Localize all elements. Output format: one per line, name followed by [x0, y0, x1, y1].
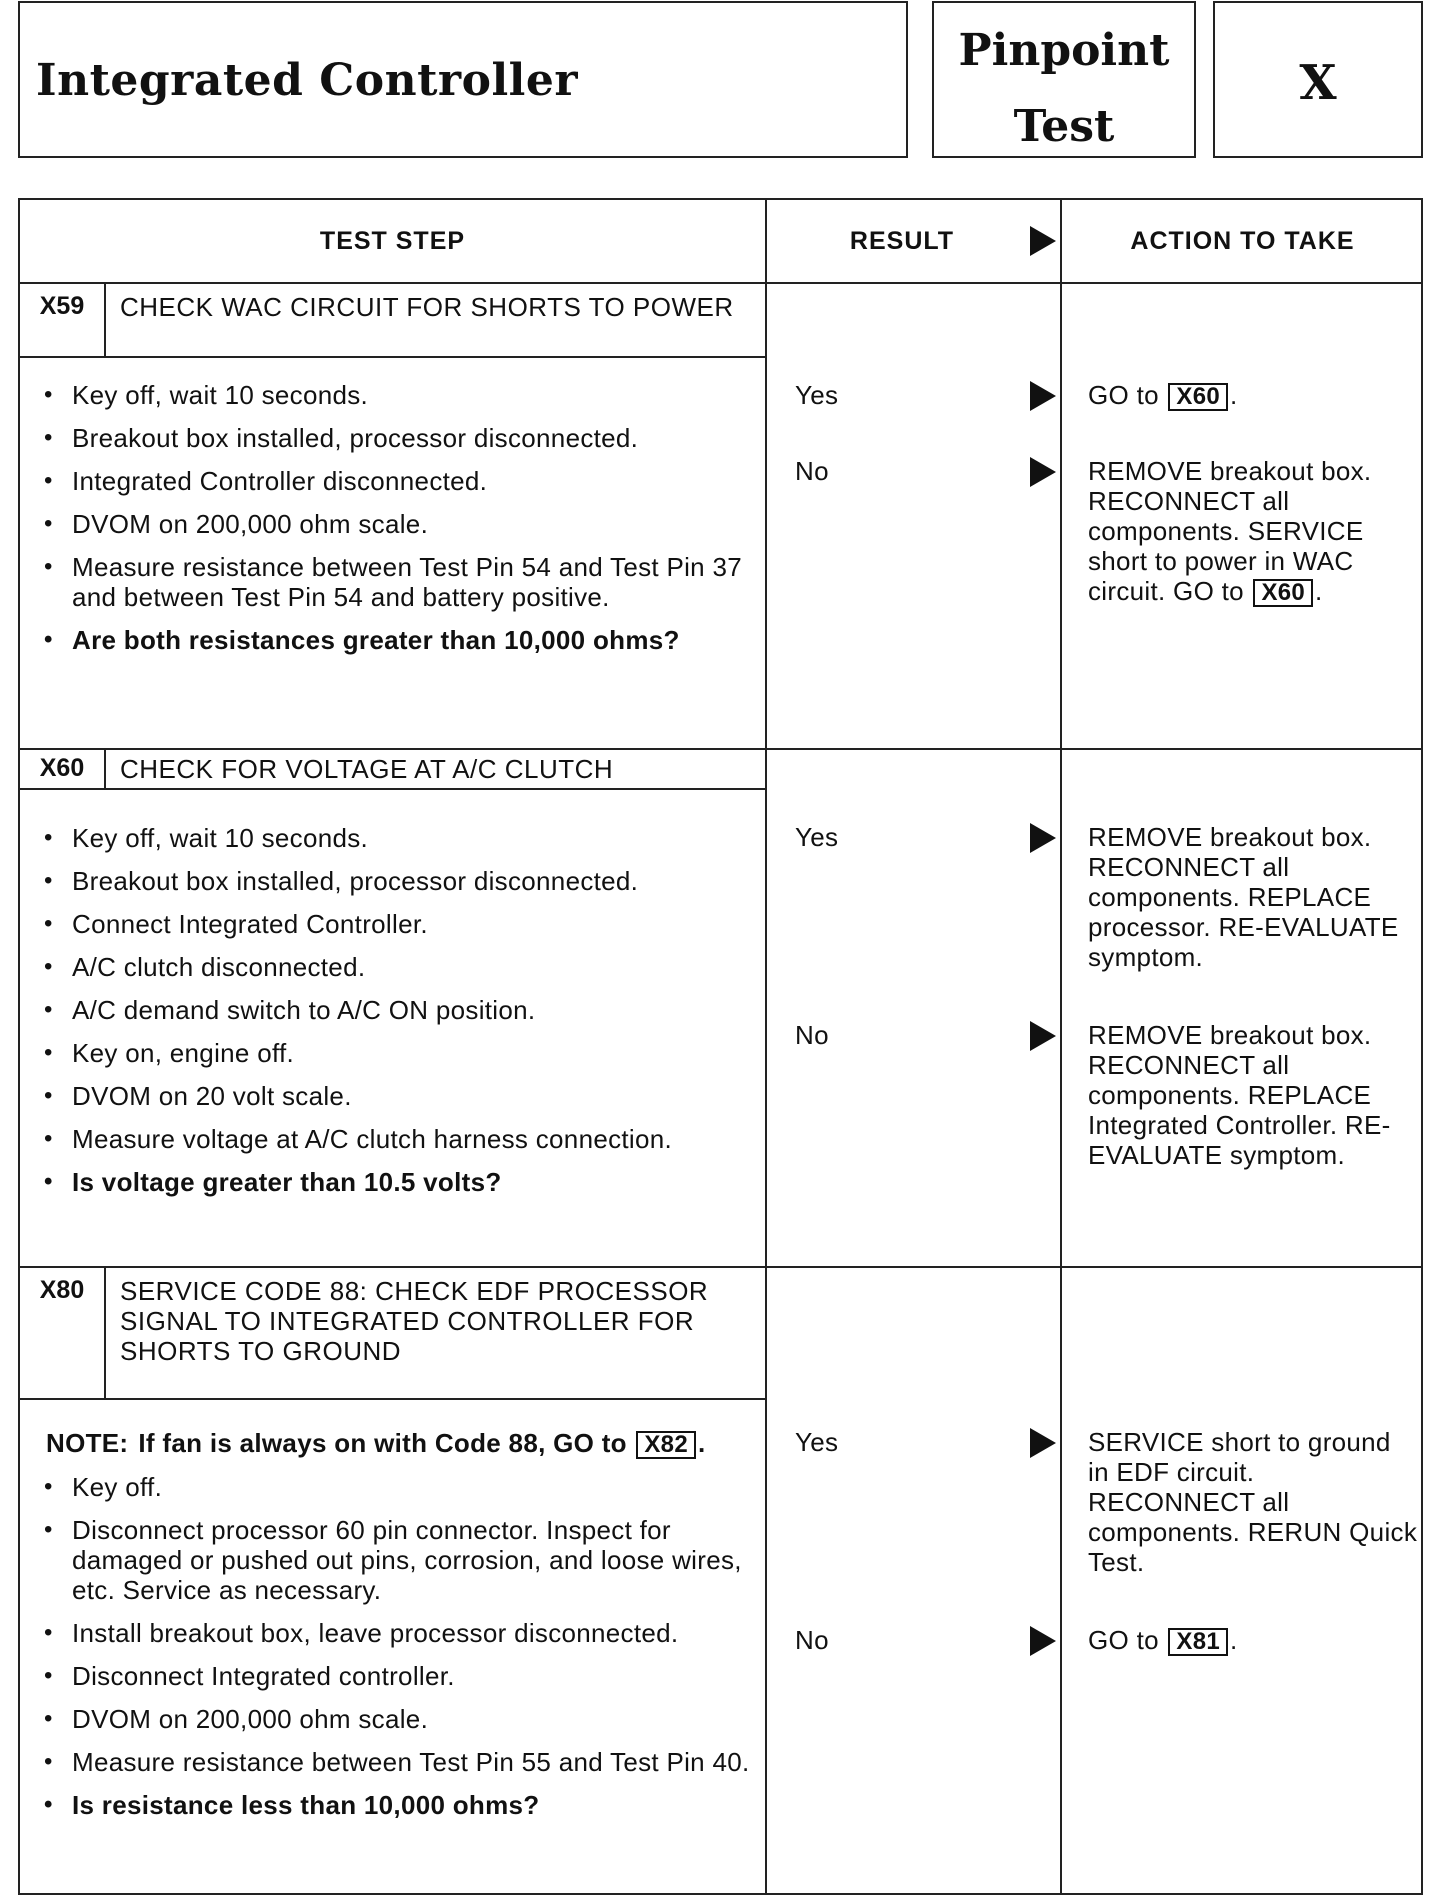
column-divider: [1060, 200, 1062, 1893]
step-item: • Key off, wait 10 seconds.: [20, 823, 765, 853]
step-item: • Measure voltage at A/C clutch harness connection.: [20, 1124, 765, 1154]
step-item: • A/C clutch disconnected.: [20, 952, 765, 982]
step-item: • Measure resistance between Test Pin 55 and Test Pin 40.: [20, 1747, 765, 1777]
action-text-end: .: [1230, 1625, 1238, 1655]
action-text-end: .: [1230, 380, 1238, 410]
step-item: • DVOM on 200,000 ohm scale.: [20, 509, 765, 539]
step-id: X60: [39, 754, 85, 782]
test-letter: X: [1299, 55, 1337, 111]
column-header-action: ACTION TO TAKE: [1130, 226, 1355, 255]
pinpoint-label: Pinpoint: [958, 25, 1170, 76]
step-reference: X82: [636, 1431, 696, 1459]
step-title: CHECK WAC CIRCUIT FOR SHORTS TO POWER: [120, 292, 734, 322]
action-text: REMOVE breakout box. RECONNECT all components. REPLACE processor. RE-EVALUATE symptom.: [1088, 822, 1399, 972]
step-item: • Key on, engine off.: [20, 1038, 765, 1068]
step-item: • Breakout box installed, processor disconnected.: [20, 866, 765, 896]
header-pinpoint-box: [932, 1, 1196, 158]
step-id: X59: [39, 292, 85, 320]
step-item: • DVOM on 20 volt scale.: [20, 1081, 765, 1111]
step-item: • Measure resistance between Test Pin 54 and Test Pin 37 and between Test Pin 54 and battery positive.: [20, 552, 765, 612]
step-item: • Disconnect Integrated controller.: [20, 1661, 765, 1691]
result-arrow-icon: [1030, 1021, 1056, 1051]
result-no: No: [795, 456, 829, 486]
step-list: [20, 380, 765, 668]
result-yes: Yes: [795, 1427, 839, 1457]
result-yes: Yes: [795, 822, 839, 852]
column-header-test-step: TEST STEP: [319, 226, 466, 255]
action-text: [1088, 380, 1418, 411]
action-text-part: GO to: [1088, 380, 1159, 410]
header-letter-box: [1213, 1, 1423, 158]
result-arrow-icon: [1030, 226, 1056, 256]
step-item: • Key off.: [20, 1472, 765, 1502]
step-reference: X60: [1253, 579, 1313, 607]
step-list: [20, 1428, 765, 1833]
action-text-end: .: [1315, 576, 1323, 606]
action-text: SERVICE short to ground in EDF circuit. RECONNECT all components. RERUN Quick Test.: [1088, 1427, 1418, 1577]
test-label: Test: [1013, 101, 1115, 152]
page-title: Integrated Controller: [36, 55, 579, 106]
action-text-part: GO to: [1088, 1625, 1159, 1655]
step-item: • Connect Integrated Controller.: [20, 909, 765, 939]
column-header-result: RESULT: [849, 226, 955, 255]
result-arrow-icon: [1030, 1626, 1056, 1656]
column-divider: [765, 200, 767, 1893]
step-item: • Breakout box installed, processor disconnected.: [20, 423, 765, 453]
step-list: [20, 823, 765, 1210]
step-reference: X81: [1168, 1628, 1228, 1656]
step-question: • Are both resistances greater than 10,000 ohms?: [20, 625, 765, 655]
pinpoint-test-table: [18, 198, 1423, 1895]
step-item: • Disconnect processor 60 pin connector. Inspect for damaged or pushed out pins, corrosion, and loose wires, etc. Service as necessary.: [20, 1515, 765, 1605]
note-end: .: [697, 1428, 706, 1458]
action-text: [1088, 456, 1418, 607]
result-arrow-icon: [1030, 1428, 1056, 1458]
note-label: NOTE:: [46, 1428, 129, 1458]
step-reference: X60: [1168, 383, 1228, 411]
title-divider: [20, 1398, 765, 1400]
step-id: X80: [39, 1276, 85, 1304]
result-no: No: [795, 1020, 829, 1050]
step-title: SERVICE CODE 88: CHECK EDF PROCESSOR SIGNAL TO INTEGRATED CONTROLLER FOR SHORTS TO GROUND: [120, 1276, 709, 1366]
step-item: • Key off, wait 10 seconds.: [20, 380, 765, 410]
result-no: No: [795, 1625, 829, 1655]
result-arrow-icon: [1030, 823, 1056, 853]
result-yes: Yes: [795, 380, 839, 410]
step-item: • DVOM on 200,000 ohm scale.: [20, 1704, 765, 1734]
step-question: • Is voltage greater than 10.5 volts?: [20, 1167, 765, 1197]
action-text: [1088, 1625, 1418, 1656]
title-divider: [20, 788, 765, 790]
title-divider: [20, 356, 765, 358]
result-arrow-icon: [1030, 381, 1056, 411]
step-item: • Install breakout box, leave processor disconnected.: [20, 1618, 765, 1648]
note-text: If fan is always on with Code 88, GO to: [138, 1428, 627, 1458]
action-text-part: REMOVE breakout box. RECONNECT all components. SERVICE short to power in WAC circuit. GO to: [1088, 456, 1372, 606]
result-arrow-icon: [1030, 457, 1056, 487]
action-text: REMOVE breakout box. RECONNECT all components. REPLACE Integrated Controller. RE-EVALUATE symptom.: [1088, 1020, 1391, 1170]
step-title: CHECK FOR VOLTAGE AT A/C CLUTCH: [120, 754, 614, 784]
step-item: • Integrated Controller disconnected.: [20, 466, 765, 496]
step-question: • Is resistance less than 10,000 ohms?: [20, 1790, 765, 1820]
step-item: • A/C demand switch to A/C ON position.: [20, 995, 765, 1025]
header-title-box: [18, 1, 908, 158]
note: [20, 1428, 765, 1459]
